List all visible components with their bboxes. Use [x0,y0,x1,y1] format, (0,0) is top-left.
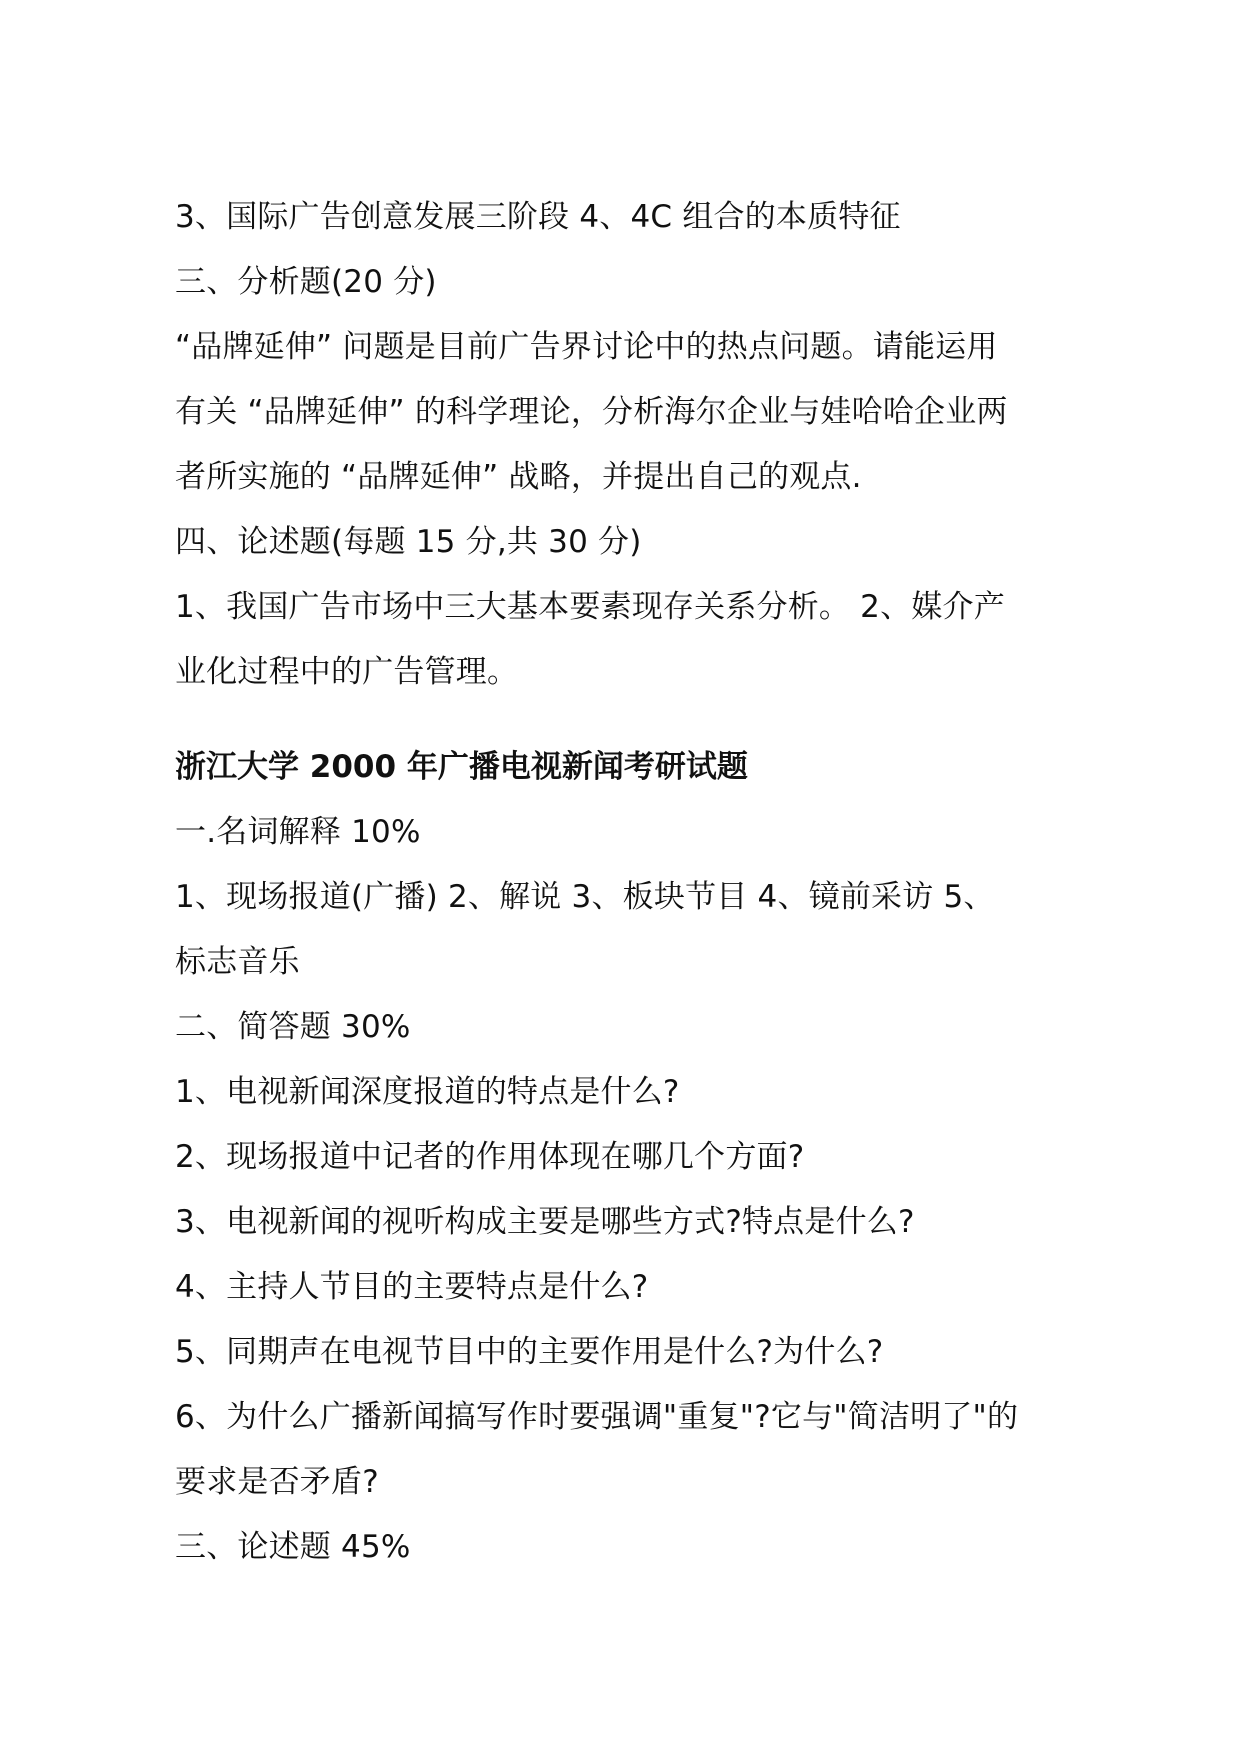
text-line: 1、我国广告市场中三大基本要素现存关系分析。 2、媒介产 [175,589,1005,625]
section-heading: 三、论述题 45% [175,1529,411,1565]
question-line: 3、电视新闻的视听构成主要是哪些方式?特点是什么? [175,1204,915,1240]
question-line: 要求是否矛盾? [175,1464,379,1500]
text-line: 业化过程中的广告管理。 [175,654,519,690]
question-line: 4、主持人节目的主要特点是什么? [175,1269,649,1305]
document-page [175,185,1075,1580]
question-line: 6、为什么广播新闻搞写作时要强调"重复"?它与"简洁明了"的 [175,1399,1019,1435]
section-spacer [175,705,1075,735]
question-line: 5、同期声在电视节目中的主要作用是什么?为什么? [175,1334,884,1370]
question-line: 2、现场报道中记者的作用体现在哪几个方面? [175,1139,805,1175]
text-line: 1、现场报道(广播) 2、解说 3、板块节目 4、镜前采访 5、 [175,879,995,915]
section-heading: 一.名词解释 10% [175,814,421,850]
text-line: 有关 “品牌延伸” 的科学理论，分析海尔企业与娃哈哈企业两 [175,394,1008,430]
text-line: 3、国际广告创意发展三阶段 4、4C 组合的本质特征 [175,199,901,235]
section-heading: 二、简答题 30% [175,1009,411,1045]
text-line: 标志音乐 [175,944,300,980]
section-heading: 三、分析题(20 分) [175,264,437,300]
question-line: 1、电视新闻深度报道的特点是什么? [175,1074,680,1110]
exam-title: 浙江大学 2000 年广播电视新闻考研试题 [175,749,748,785]
section-heading: 四、论述题(每题 15 分,共 30 分) [175,524,642,560]
text-line: “品牌延伸” 问题是目前广告界讨论中的热点问题。请能运用 [175,329,998,365]
text-line: 者所实施的 “品牌延伸” 战略，并提出自己的观点. [175,459,862,495]
